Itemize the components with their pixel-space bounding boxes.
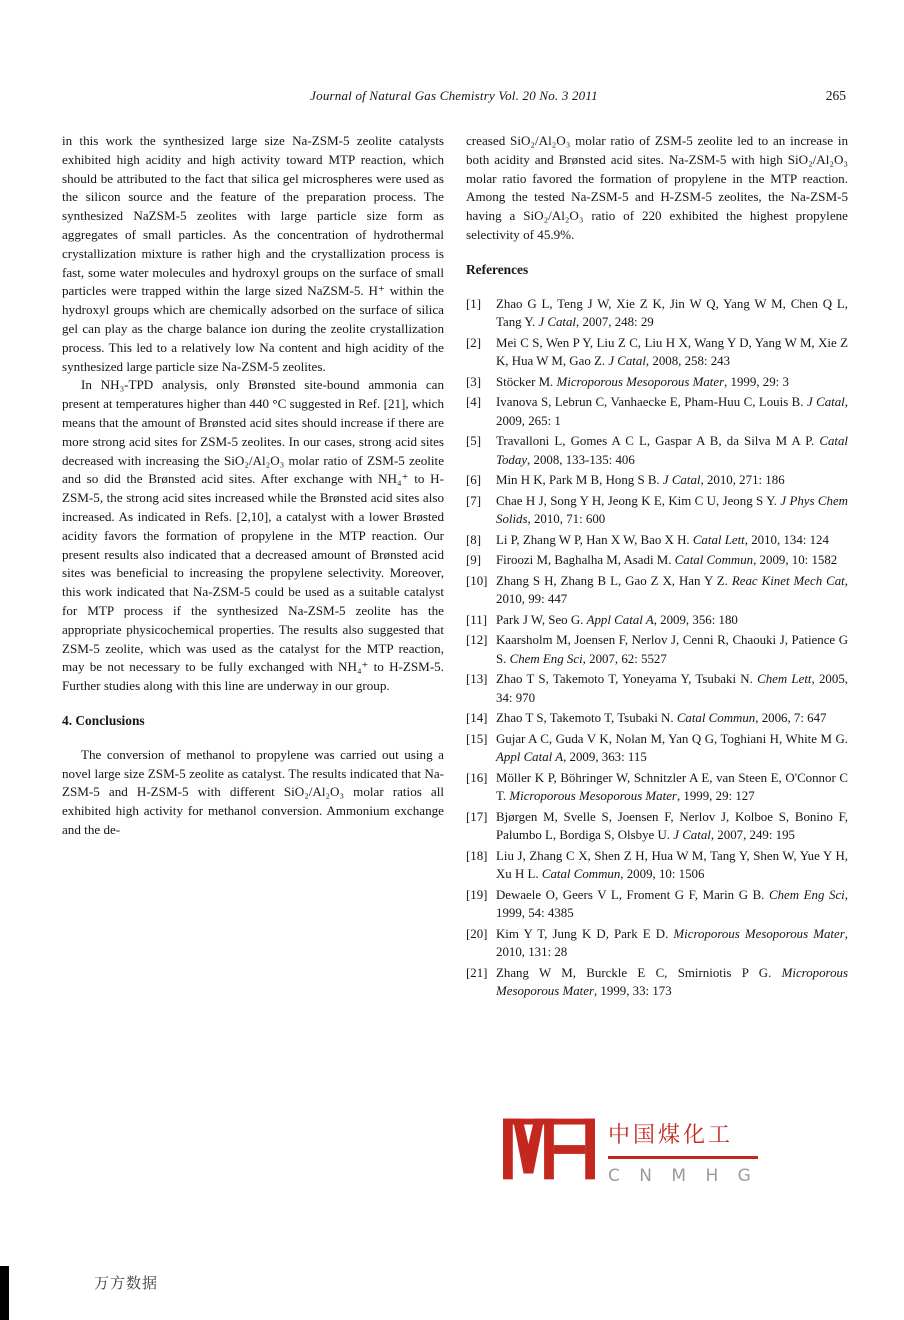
wanfang-watermark: 万方数据 — [94, 1274, 159, 1292]
reference-number: [12] — [466, 633, 488, 648]
reference-text: Travalloni L, Gomes A C L, Gaspar A B, da Silva M A P. Catal Today, 2008, 133-135: 406 — [496, 434, 848, 467]
reference-item — [466, 373, 848, 392]
reference-text: Ivanova S, Lebrun C, Vanhaecke E, Pham-Huu C, Louis B. J Catal, 2009, 265: 1 — [496, 395, 848, 428]
reference-number: [10] — [466, 573, 488, 588]
reference-text: Dewaele O, Geers V L, Froment G F, Marin G B. Chem Eng Sci, 1999, 54: 4385 — [496, 887, 848, 921]
references-list — [466, 295, 848, 1001]
two-column-body — [62, 132, 848, 1003]
logo-text-block — [608, 1118, 758, 1186]
reference-text: Gujar A C, Guda V K, Nolan M, Yan Q G, Toghiani H, White M G. Appl Catal A, 2009, 363: 115 — [496, 731, 848, 765]
reference-number: [20] — [466, 926, 488, 941]
reference-item — [466, 808, 848, 845]
left-column — [62, 132, 444, 1003]
body-paragraph-1: in this work the synthesized large size Na-ZSM-5 zeolite catalysts exhibited high acidity and high activity toward MTP reaction, which should be attributed to the fact that silica gel microspheres were used as the silicon source and the feature of the preparation process. The synthesized NaZSM-5 zeolites with large particle size form as aggregates of small particles. As the concentration of hydrothermal crystallization mixture is rather high and the crystallization process is fast, some water molecules and hydroxyl groups on the surface of small particles were trapped within the large sized NaZSM-5. H⁺ within the hydroxyl groups which are chemically adsorbed on the surface of silica gel can play as the charge balance ion during the zeolite crystallization process. This led to a relatively low Na content and high acidity of the synthesized large particle size Na-ZSM-5 zeolites. — [62, 133, 444, 374]
reference-item — [466, 611, 848, 630]
reference-item — [466, 730, 848, 767]
reference-number: [7] — [466, 493, 482, 508]
reference-item — [466, 769, 848, 806]
reference-number: [3] — [466, 374, 482, 389]
reference-item — [466, 670, 848, 707]
logo-chinese-text: 中国煤化工 — [608, 1118, 758, 1159]
reference-text: Firoozi M, Baghalha M, Asadi M. Catal Commun, 2009, 10: 1582 — [496, 553, 838, 568]
reference-text: Zhang W M, Burckle E C, Smirniotis P G. Microporous Mesoporous Mater, 1999, 33: 173 — [496, 965, 848, 999]
reference-number: [1] — [466, 296, 482, 311]
cnmhg-logo-icon — [503, 1118, 595, 1180]
references-heading: References — [466, 261, 529, 277]
logo-latin-text: C N M H G — [608, 1166, 758, 1186]
reference-item — [466, 847, 848, 884]
reference-text: Möller K P, Böhringer W, Schnitzler A E, van Steen E, O'Connor C T. Microporous Mesoporous Mater, 1999, 29: 127 — [496, 770, 848, 804]
reference-number: [17] — [466, 809, 488, 824]
reference-item — [466, 964, 848, 1001]
reference-item — [466, 471, 848, 490]
reference-text: Zhao T S, Takemoto T, Yoneyama Y, Tsubaki N. Chem Lett, 2005, 34: 970 — [496, 672, 848, 705]
body-paragraph-3: creased SiO₂/Al₂O₃ molar ratio of ZSM-5 zeolite led to an increase in both acidity and Brønsted acid sites. Na-ZSM-5 with high SiO₂/Al₂O₃ molar ratio favored the formation of propylene in the MTP reaction. Among the tested Na-ZSM-5 and H-ZSM-5 zeolites, the Na-ZSM-5 having a SiO₂/Al₂O₃ ratio of 220 exhibited the highest propylene selectivity of 45.9%. — [466, 133, 848, 242]
scan-artifact — [0, 1266, 9, 1320]
reference-number: [16] — [466, 770, 488, 785]
reference-text: Liu J, Zhang C X, Shen Z H, Hua W M, Tang Y, Shen W, Yue Y H, Xu H L. Catal Commun, 2009, 10: 1506 — [496, 848, 848, 882]
reference-number: [6] — [466, 473, 482, 488]
reference-number: [14] — [466, 711, 488, 726]
reference-text: Chae H J, Song Y H, Jeong K E, Kim C U, Jeong S Y. J Phys Chem Solids, 2010, 71: 600 — [496, 493, 848, 527]
body-paragraph-2: In NH₃-TPD analysis, only Brønsted site-bound ammonia can present at temperatures higher than 440 °C suggested in Ref. [21], which means that the amount of Brønsted acid sites should increase if there are more strong acid sites for ZSM-5 zeolites. In our cases, strong acid sites decreased with increasing the SiO₂/Al₂O₃ molar ratio of ZSM-5 zeolite and so did the Brønsted acid sites. After exchange with NH₄⁺ to H-ZSM-5, the strong acid sites increased while the Brønsted acid sites also increased. As indicated in Refs. [2,10], a catalyst with a lower Brøsted acidity favors the formation of propylene in the MTP reaction. Our present results also indicated that a decreased amount of Brønsted acid sites was beneficial to increasing the propylene selectivity. Moreover, this work indicated that Na-ZSM-5 could be used as a suitable catalyst for MTP process if the synthesized Na-ZSM-5 zeolite has the appropriate physicochemical properties. The results also suggested that ZSM-5 zeolite, which was used as the catalyst for the MTP reaction, may be not necessary to be fully exchanged with NH₄⁺ to H-ZSM-5. Further studies along with this line are underway in our group. — [62, 377, 444, 694]
reference-item — [466, 631, 848, 668]
reference-item — [466, 432, 848, 469]
reference-number: [21] — [466, 965, 488, 980]
reference-item — [466, 925, 848, 962]
reference-text: Bjørgen M, Svelle S, Joensen F, Nerlov J, Kolboe S, Bonino F, Palumbo L, Bordiga S, Olsbye U. J Catal, 2007, 249: 195 — [496, 809, 848, 843]
reference-number: [4] — [466, 395, 482, 410]
right-column — [466, 132, 848, 1003]
page-number: 265 — [825, 88, 846, 103]
reference-number: [18] — [466, 848, 488, 863]
reference-text: Zhao G L, Teng J W, Xie Z K, Jin W Q, Yang W M, Chen Q L, Tang Y. J Catal, 2007, 248: 29 — [496, 296, 848, 330]
reference-number: [9] — [466, 553, 482, 568]
reference-item — [466, 295, 848, 332]
reference-number: [5] — [466, 434, 482, 449]
reference-number: [15] — [466, 731, 488, 746]
publisher-logo — [503, 1118, 758, 1186]
reference-text: Kim Y T, Jung K D, Park E D. Microporous Mesoporous Mater, 2010, 131: 28 — [496, 926, 848, 960]
reference-item — [466, 551, 848, 570]
reference-text: Stöcker M. Microporous Mesoporous Mater, 1999, 29: 3 — [496, 374, 789, 389]
reference-number: [11] — [466, 612, 487, 627]
reference-text: Park J W, Seo G. Appl Catal A, 2009, 356: 180 — [496, 612, 738, 627]
reference-item — [466, 393, 848, 430]
reference-text: Mei C S, Wen P Y, Liu Z C, Liu H X, Wang Y D, Yang W M, Xie Z K, Hua W M, Gao Z. J Catal, 2008, 258: 243 — [496, 335, 848, 369]
conclusions-heading: 4. Conclusions — [62, 712, 145, 728]
reference-text: Zhao T S, Takemoto T, Tsubaki N. Catal Commun, 2006, 7: 647 — [496, 711, 827, 726]
reference-number: [8] — [466, 532, 482, 547]
reference-item — [466, 492, 848, 529]
reference-number: [2] — [466, 335, 482, 350]
reference-number: [19] — [466, 887, 488, 902]
reference-text: Min H K, Park M B, Hong S B. J Catal, 2010, 271: 186 — [496, 473, 785, 488]
reference-item — [466, 572, 848, 609]
page-header — [62, 88, 846, 108]
reference-text: Zhang S H, Zhang B L, Gao Z X, Han Y Z. Reac Kinet Mech Cat, 2010, 99: 447 — [496, 573, 848, 607]
reference-number: [13] — [466, 672, 488, 687]
journal-title: Journal of Natural Gas Chemistry Vol. 20 No. 3 2011 — [310, 88, 598, 103]
reference-text: Li P, Zhang W P, Han X W, Bao X H. Catal Lett, 2010, 134: 124 — [496, 532, 829, 547]
reference-item — [466, 334, 848, 371]
conclusions-paragraph: The conversion of methanol to propylene was carried out using a novel large size ZSM-5 zeolite as catalyst. The results indicated that Na-ZSM-5 and H-ZSM-5 with different SiO₂/Al₂O₃ molar ratios all exhibited high activity for methanol conversion. Ammonium exchange and the de- — [62, 746, 444, 837]
reference-item — [466, 709, 848, 728]
reference-text: Kaarsholm M, Joensen F, Nerlov J, Cenni R, Chaouki J, Patience G S. Chem Eng Sci, 2007, 62: 5527 — [496, 633, 848, 666]
reference-item — [466, 886, 848, 923]
reference-item — [466, 531, 848, 550]
